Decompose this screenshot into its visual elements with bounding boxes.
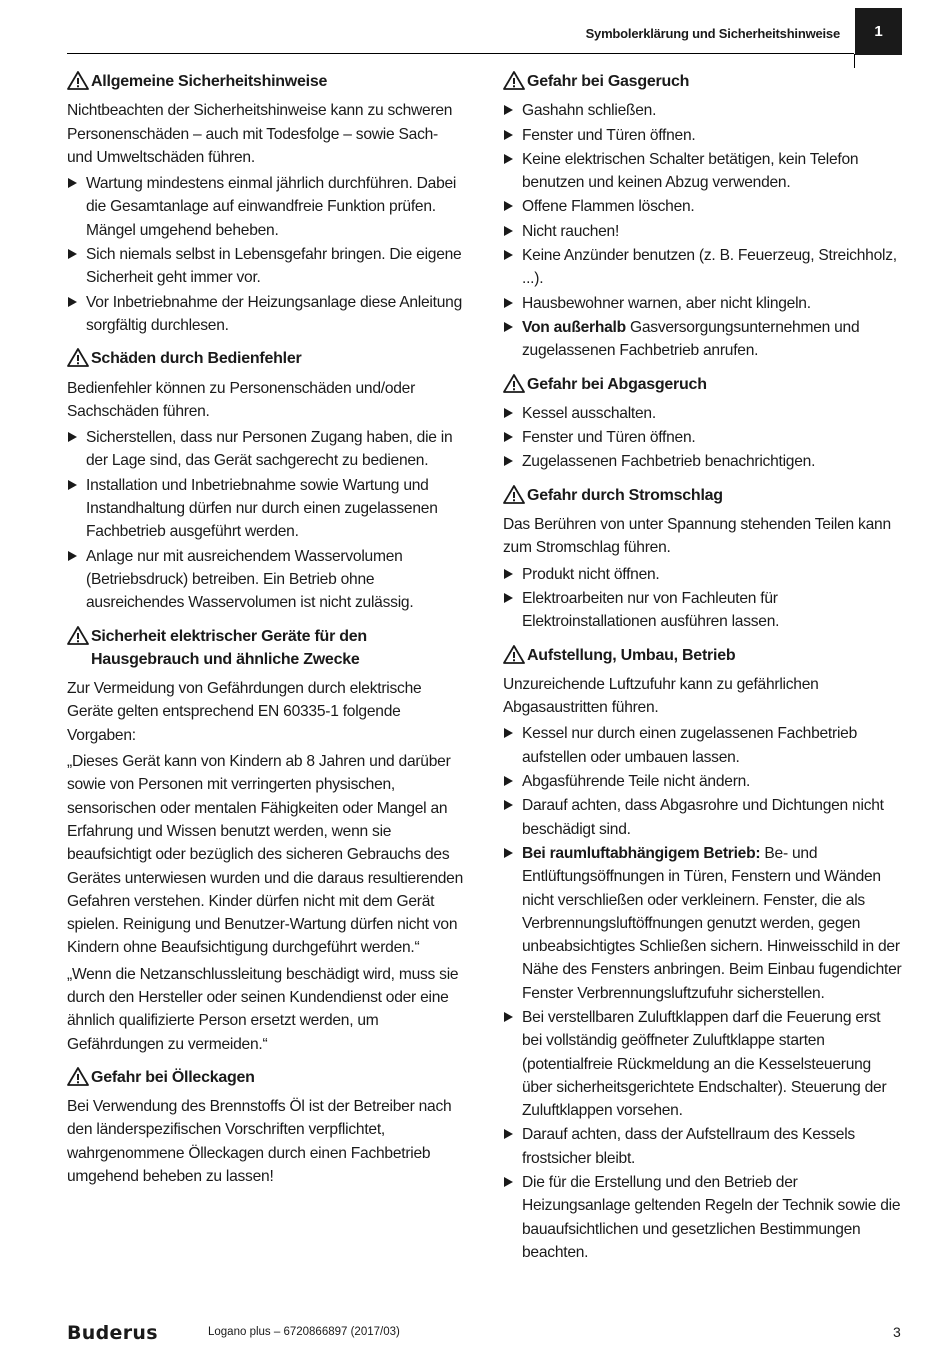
list-item-text: Be- und Entlüftungsöffnungen in Türen, Fenstern und Wänden nicht verschließen oder verkleinern. Fenster, die als Verbrennungsluftöffnungen genutzt werden, gegen unbeabsichtigtes Schließen sichern. Hinweisschild in der Nähe des Fensters anbringen. Beim Einbau fugendichter Fenster Verbrennungsluftzufuhr sicherstellen. xyxy=(522,844,902,1002)
list-item-text: Kessel nur durch einen zugelassenen Fachbetrieb aufstellen oder umbauen lassen. xyxy=(522,725,857,766)
instruction-list xyxy=(67,426,467,614)
list-item-text: Zugelassenen Fachbetrieb benachrichtigen. xyxy=(522,453,816,471)
warning-triangle-icon xyxy=(503,644,525,666)
bullet-arrow-icon xyxy=(504,130,513,140)
list-item-text: Keine Anzünder benutzen (z. B. Feuerzeug, Streichholz, ...). xyxy=(522,247,897,288)
warning-triangle-icon xyxy=(503,373,525,395)
list-item-text: Wartung mindestens einmal jährlich durchführen. Dabei die Gesamtanlage auf einwandfreie Funktion prüfen. Mängel umgehend beheben. xyxy=(86,175,457,239)
safety-section xyxy=(503,373,903,474)
list-item xyxy=(503,124,903,147)
list-item-text: Gashahn schließen. xyxy=(522,102,657,120)
bullet-arrow-icon xyxy=(504,250,513,260)
safety-section xyxy=(67,1066,467,1188)
body-paragraph: Zur Vermeidung von Gefährdungen durch elektrische Geräte gelten entsprechend EN 60335-1 folgende Vorgaben: xyxy=(67,680,422,744)
bullet-arrow-icon xyxy=(504,456,513,466)
section-heading xyxy=(67,1066,467,1089)
list-item xyxy=(503,99,903,122)
list-item-text: Nicht rauchen! xyxy=(522,222,620,240)
list-item-text: Kessel ausschalten. xyxy=(522,404,656,422)
section-heading xyxy=(503,484,903,507)
warning-triangle-icon xyxy=(67,625,89,647)
page-number: 3 xyxy=(893,1324,901,1340)
left-column xyxy=(67,70,467,1198)
instruction-list xyxy=(67,172,467,337)
list-item xyxy=(67,474,467,544)
safety-section xyxy=(67,347,467,614)
safety-section xyxy=(67,70,467,337)
safety-section xyxy=(503,644,903,1265)
list-item xyxy=(67,291,467,338)
bullet-arrow-icon xyxy=(504,800,513,810)
bullet-arrow-icon xyxy=(504,1012,513,1022)
list-item-text: Anlage nur mit ausreichendem Wasservolumen (Betriebsdruck) betreiben. Ein Betrieb ohne ausreichendes Wasservolumen ist nicht zulässig. xyxy=(86,547,414,612)
list-item-text: Vor Inbetriebnahme der Heizungsanlage diese Anleitung sorgfältig durchlesen. xyxy=(86,293,462,334)
bullet-arrow-icon xyxy=(68,480,77,490)
list-item-text: Abgasführende Teile nicht ändern. xyxy=(522,773,751,791)
list-item xyxy=(67,172,467,242)
list-item xyxy=(503,794,903,841)
list-item-text: Fenster und Türen öffnen. xyxy=(522,126,696,144)
list-item-text: Offene Flammen löschen. xyxy=(522,198,695,216)
section-heading-text: Gefahr bei Gasgeruch xyxy=(527,73,690,90)
list-item xyxy=(503,292,903,315)
safety-section xyxy=(67,625,467,1056)
warning-triangle-icon xyxy=(503,70,525,92)
bullet-arrow-icon xyxy=(504,1177,513,1187)
list-item xyxy=(503,426,903,449)
list-item xyxy=(67,243,467,290)
section-heading xyxy=(67,347,467,370)
header-divider xyxy=(67,53,854,54)
warning-triangle-icon xyxy=(503,484,525,506)
chapter-number-badge: 1 xyxy=(855,8,902,55)
list-item-text: Keine elektrischen Schalter betätigen, kein Telefon benutzen und keinen Abzug verwenden. xyxy=(522,150,859,192)
list-item-text: Gasversorgungsunternehmen und zugelassenen Fachbetrieb anrufen. xyxy=(522,318,860,360)
list-item xyxy=(503,1006,903,1122)
list-item-text: Produkt nicht öffnen. xyxy=(522,565,660,583)
safety-section xyxy=(503,70,903,363)
body-paragraph: „Wenn die Netzanschlussleitung beschädigt wird, muss sie durch den Hersteller oder seinen Kundendienst oder eine ähnlich qualifizierte Person ersetzt werden, um Gefährdungen zu vermeiden.“ xyxy=(67,965,459,1053)
bullet-arrow-icon xyxy=(504,408,513,418)
bullet-arrow-icon xyxy=(504,1129,513,1139)
section-heading-text: Gefahr bei Ölleckagen xyxy=(91,1068,255,1086)
list-item xyxy=(503,770,903,793)
instruction-list xyxy=(503,722,903,1264)
list-item-text: Darauf achten, dass der Aufstellraum des Kessels frostsicher bleibt. xyxy=(522,1126,855,1167)
list-item xyxy=(67,545,467,615)
warning-triangle-icon xyxy=(67,347,89,369)
body-paragraph: Das Berühren von unter Spannung stehenden Teilen kann zum Stromschlag führen. xyxy=(503,516,891,557)
list-item-text: Elektroarbeiten nur von Fachleuten für Elektroinstallationen ausführen lassen. xyxy=(522,589,780,631)
section-heading xyxy=(503,70,903,93)
warning-triangle-icon xyxy=(67,70,89,92)
bullet-arrow-icon xyxy=(504,593,513,603)
list-item-text: Installation und Inbetriebnahme sowie Wartung und Instandhaltung dürfen nur durch einen zugelassenen Fachbetrieb ausgeführt werden. xyxy=(86,476,438,541)
list-item-lead: Bei raumluftabhängigem Betrieb: xyxy=(522,844,761,862)
list-item-lead: Von außerhalb xyxy=(522,318,626,336)
list-item xyxy=(503,563,903,586)
list-item-text: Sicherstellen, dass nur Personen Zugang haben, die in der Lage sind, das Gerät sachgerecht zu bedienen. xyxy=(86,429,453,470)
list-item xyxy=(503,195,903,218)
list-item xyxy=(503,316,903,363)
body-paragraph: Bedienfehler können zu Personenschäden und/oder Sachschäden führen. xyxy=(67,379,416,420)
list-item xyxy=(503,722,903,769)
running-header-title: Symbolerklärung und Sicherheitshinweise xyxy=(585,26,840,41)
section-heading-text: Schäden durch Bedienfehler xyxy=(91,350,302,368)
body-paragraph: Unzureichende Luftzufuhr kann zu gefährlichen Abgasaustritten führen. xyxy=(503,675,819,717)
brand-logo: Buderus xyxy=(67,1322,158,1344)
bullet-arrow-icon xyxy=(504,848,513,858)
list-item xyxy=(503,1123,903,1170)
list-item-text: Die für die Erstellung und den Betrieb der Heizungsanlage geltenden Regeln der Technik sowie die bauaufsichtlichen und gesetzlichen Bestimmungen beachten. xyxy=(522,1174,901,1261)
instruction-list xyxy=(503,402,903,474)
section-heading xyxy=(67,70,467,93)
list-item-text: Bei verstellbaren Zuluftklappen darf die Feuerung erst bei vollständig geöffneter Zuluftklappe starten (potentialfreie Rückmeldung an die Kesselsteuerung über sicherheitsgerichtete Endschalter). Steuerung der Zuluftklappen vorsehen. xyxy=(522,1008,887,1120)
bullet-arrow-icon xyxy=(68,297,77,307)
bullet-arrow-icon xyxy=(68,432,77,442)
list-item xyxy=(503,450,903,473)
list-item-text: Hausbewohner warnen, aber nicht klingeln. xyxy=(522,294,811,312)
bullet-arrow-icon xyxy=(504,201,513,211)
body-paragraph: Nichtbeachten der Sicherheitshinweise kann zu schweren Personenschäden – auch mit Todesfolge – sowie Sach- und Umweltschäden führen. xyxy=(67,102,453,166)
body-paragraph: Bei Verwendung des Brennstoffs Öl ist der Betreiber nach den länderspezifischen Vorschriften verpflichtet, wahrgenommene Ölleckagen durch einen Fachbetrieb umgehend beheben zu lassen! xyxy=(67,1098,452,1186)
warning-triangle-icon xyxy=(67,1066,89,1088)
bullet-arrow-icon xyxy=(504,154,513,164)
bullet-arrow-icon xyxy=(504,432,513,442)
bullet-arrow-icon xyxy=(68,178,77,188)
bullet-arrow-icon xyxy=(504,226,513,236)
section-heading-text: Aufstellung, Umbau, Betrieb xyxy=(527,646,736,664)
section-heading-text: Gefahr bei Abgasgeruch xyxy=(527,375,707,393)
bullet-arrow-icon xyxy=(504,105,513,115)
list-item xyxy=(503,1171,903,1264)
section-heading-text: Allgemeine Sicherheitshinweise xyxy=(91,73,328,90)
list-item-text: Darauf achten, dass Abgasrohre und Dichtungen nicht beschädigt sind. xyxy=(522,797,884,838)
list-item-text: Fenster und Türen öffnen. xyxy=(522,429,696,447)
list-item xyxy=(503,220,903,243)
list-item xyxy=(503,402,903,425)
bullet-arrow-icon xyxy=(504,569,513,579)
section-heading-text: Gefahr durch Stromschlag xyxy=(527,486,723,504)
list-item xyxy=(503,587,903,634)
section-heading xyxy=(503,373,903,396)
bullet-arrow-icon xyxy=(504,776,513,786)
list-item-text: Sich niemals selbst in Lebensgefahr bringen. Die eigene Sicherheit geht immer vor. xyxy=(86,246,462,287)
bullet-arrow-icon xyxy=(504,728,513,738)
list-item xyxy=(503,148,903,195)
footer-document-id: Logano plus – 6720866897 (2017/03) xyxy=(208,1326,400,1338)
section-heading xyxy=(67,625,467,672)
section-heading-text: Sicherheit elektrischer Geräte für den Hausgebrauch und ähnliche Zwecke xyxy=(91,627,367,668)
section-heading xyxy=(503,644,903,667)
instruction-list xyxy=(503,99,903,362)
bullet-arrow-icon xyxy=(68,249,77,259)
bullet-arrow-icon xyxy=(68,551,77,561)
instruction-list xyxy=(503,563,903,634)
safety-section xyxy=(503,484,903,634)
list-item xyxy=(503,244,903,291)
list-item xyxy=(67,426,467,473)
body-paragraph: „Dieses Gerät kann von Kindern ab 8 Jahren und darüber sowie von Personen mit verringerten physischen, sensorischen oder mentalen Fähigkeiten oder Mangel an Erfahrung und Wissen benutzt werden, wenn sie beaufsichtigt oder bezüglich des sicheren Gebrauchs des Gerätes unterwiesen wurden und die daraus resultierenden Gefahren verstehen. Kinder dürfen nicht mit dem Gerät spielen. Reinigung und Benutzer-Wartung dürfen nicht von Kindern ohne Beaufsichtigung durchgeführt werden.“ xyxy=(67,753,464,957)
bullet-arrow-icon xyxy=(504,322,513,332)
header-tick xyxy=(854,54,855,68)
list-item xyxy=(503,842,903,1005)
bullet-arrow-icon xyxy=(504,298,513,308)
right-column xyxy=(503,70,903,1274)
